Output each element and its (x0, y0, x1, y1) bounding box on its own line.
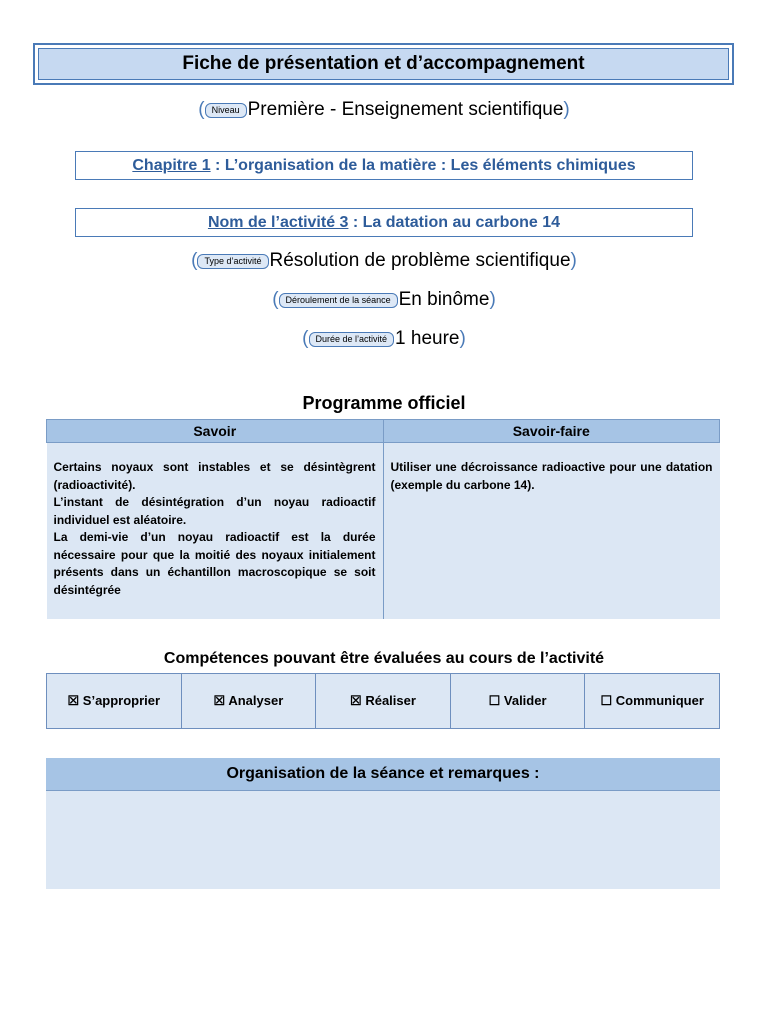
title-frame (33, 43, 734, 85)
competence-label: Communiquer (615, 693, 704, 708)
close-brace-icon: ) (489, 289, 496, 310)
savoir-line: Certains noyaux sont instables et se désintègrent (radioactivité). (53, 460, 376, 492)
competence-realiser[interactable] (316, 674, 451, 729)
activite-label: Nom de l’activité 3 (207, 213, 349, 231)
close-brace-icon: ) (563, 99, 570, 120)
type-activite-tag: Type d’activité (197, 254, 268, 269)
checkbox-icon: ☒ (67, 693, 83, 708)
competence-label: S’approprier (82, 693, 161, 708)
organisation-notes-area[interactable] (46, 791, 720, 889)
checkbox-icon: ☒ (213, 693, 229, 708)
checkbox-icon: ☒ (350, 693, 366, 708)
competences-table (46, 673, 720, 729)
savoir-line: La demi-vie d’un noyau radioactif est la durée nécessaire pour que la moitié des noyaux initialement présents dans un échantillon macroscopique se soit désintégrée (53, 530, 376, 597)
savoir-header: Savoir (47, 420, 384, 443)
type-activite-value: Résolution de problème scientifique (269, 250, 571, 271)
deroulement-line (0, 287, 768, 313)
programme-content-row (47, 443, 720, 620)
organisation-title: Organisation de la séance et remarques : (46, 758, 720, 791)
deroulement-value: En binôme (398, 289, 490, 310)
activite-title: : La datation au carbone 14 (348, 213, 561, 231)
chapitre-label: Chapitre 1 (132, 156, 211, 174)
type-activite-line (0, 248, 768, 274)
open-brace-icon: ( (191, 250, 198, 271)
programme-header-row (47, 420, 720, 443)
document-title: Fiche de présentation et d’accompagnement (38, 48, 729, 80)
duree-value: 1 heure (395, 328, 460, 349)
competence-communiquer[interactable] (585, 674, 720, 729)
competence-analyser[interactable] (181, 674, 316, 729)
open-brace-icon: ( (198, 99, 205, 120)
close-brace-icon: ) (459, 328, 466, 349)
competence-label: Analyser (228, 693, 284, 708)
competences-title: Compétences pouvant être évaluées au cours de l’activité (163, 650, 605, 667)
savoir-faire-header: Savoir-faire (383, 420, 720, 443)
close-brace-icon: ) (570, 250, 577, 271)
niveau-value: Première - Enseignement scientifique (247, 99, 564, 120)
programme-title: Programme officiel (302, 393, 466, 413)
savoir-faire-text: Utiliser une décroissance radioactive pour une datation (exemple du carbone 14). (390, 460, 713, 492)
chapitre-box (75, 151, 693, 180)
chapitre-title: : L’organisation de la matière : Les éléments chimiques (210, 156, 636, 174)
deroulement-tag: Déroulement de la séance (279, 293, 398, 308)
duree-line (0, 326, 768, 352)
activite-box (75, 208, 693, 237)
duree-tag: Durée de l’activité (309, 332, 395, 347)
savoir-cell (47, 443, 384, 620)
niveau-tag: Niveau (205, 103, 247, 118)
checkbox-icon: ☐ (488, 693, 504, 708)
checkbox-icon: ☐ (600, 693, 616, 708)
competence-approprier[interactable] (47, 674, 182, 729)
savoir-faire-cell (383, 443, 720, 620)
open-brace-icon: ( (272, 289, 279, 310)
competences-row (47, 674, 720, 729)
niveau-line (0, 97, 768, 123)
competence-label: Réaliser (365, 693, 416, 708)
competence-valider[interactable] (450, 674, 585, 729)
savoir-line: L’instant de désintégration d’un noyau radioactif individuel est aléatoire. (53, 495, 376, 527)
competence-label: Valider (503, 693, 547, 708)
programme-table (46, 419, 720, 619)
open-brace-icon: ( (302, 328, 309, 349)
